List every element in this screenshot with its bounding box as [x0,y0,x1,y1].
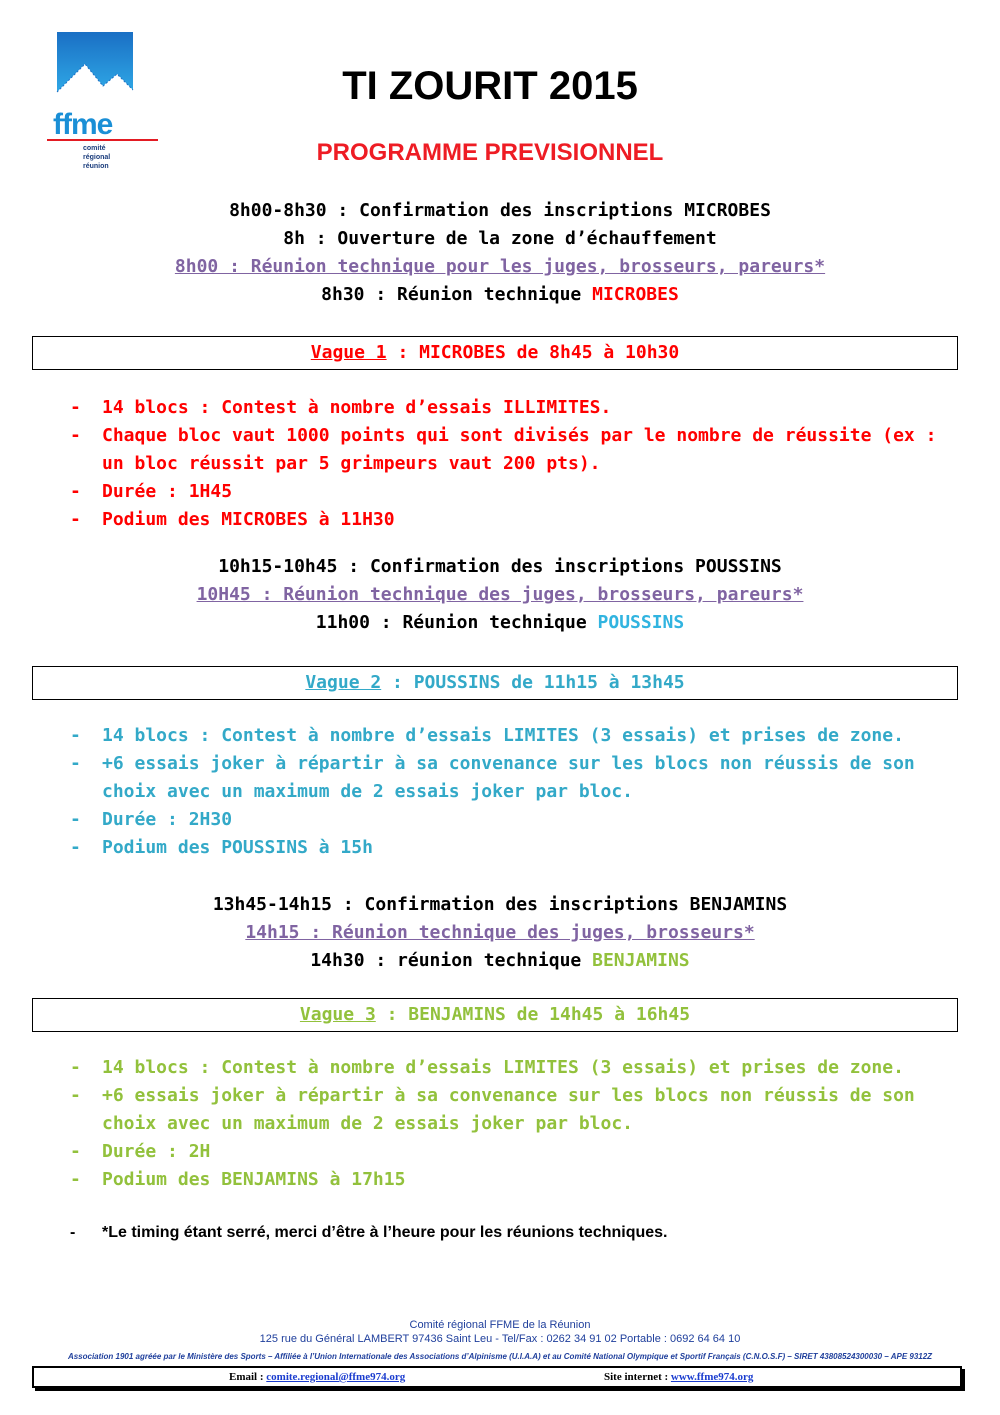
list-item [70,1054,950,1082]
list-item-text: 14 blocs : Contest à nombre d’essais LIMITES (3 essais) et prises de zone. [102,725,904,746]
wave3-title: : BENJAMINS de 14h45 à 16h45 [375,1004,691,1025]
ffme-logo [45,30,160,180]
list-item-text: +6 essais joker à répartir à sa convenance sur les blocs non réussis de son choix avec un maximum de 2 essais joker par bloc. [102,1085,915,1134]
list-dash: - [70,397,81,418]
list-item [70,834,950,862]
wave2-number: Vague 2 [305,672,382,693]
block3-line3 [0,947,1000,975]
site-label: Site internet : [604,1371,671,1383]
block2-line2: 10H45 : Réunion technique des juges, brosseurs, pareurs* [196,584,804,605]
footer-site [604,1368,753,1386]
logo-sub3: réunion [83,163,109,170]
block1-line4-category: MICROBES [592,284,679,305]
list-dash: - [70,509,81,530]
page-subtitle: PROGRAMME PREVISIONNEL [316,139,664,166]
list-item [70,1138,950,1166]
list-item [70,478,950,506]
list-item-text: Durée : 2H30 [102,809,233,830]
list-item-text: 14 blocs : Contest à nombre d’essais ILLIMITES. [102,397,612,418]
timing-note [70,1220,668,1246]
block2-line1: 10h15-10h45 : Confirmation des inscriptions POUSSINS [218,556,782,577]
list-item-text: Podium des POUSSINS à 15h [102,837,373,858]
block1-line3: 8h00 : Réunion technique pour les juges, brosseurs, pareurs* [174,256,826,277]
wave3-header [32,998,958,1032]
wave1-title: : MICROBES de 8h45 à 10h30 [386,342,680,363]
wave2-list [70,722,950,862]
list-dash: - [70,425,81,446]
block3-line3-category: BENJAMINS [592,950,690,971]
list-dash: - [70,809,81,830]
list-item-text: Durée : 2H [102,1141,211,1162]
wave1-header [32,336,958,370]
list-dash: - [70,1169,81,1190]
list-item-text: +6 essais joker à répartir à sa convenance sur les blocs non réussis de son choix avec un maximum de 2 essais joker par bloc. [102,753,915,802]
list-dash: - [70,1057,81,1078]
email-label: Email : [229,1371,267,1383]
list-dash: - [70,837,81,858]
wave3-list [70,1054,950,1194]
block3-line1: 13h45-14h15 : Confirmation des inscriptions BENJAMINS [212,894,788,915]
site-link[interactable]: www.ffme974.org [670,1371,754,1383]
footer-org: Comité régional FFME de la Réunion [409,1319,591,1331]
block1-line2: 8h : Ouverture de la zone d’échauffement [283,228,717,249]
list-item [70,806,950,834]
footer [0,1318,1000,1364]
wave2-title: : POUSSINS de 11h15 à 13h45 [381,672,685,693]
wave1-list [70,394,950,534]
list-dash: - [70,1085,81,1106]
list-item [70,422,950,478]
footer-email [229,1368,405,1386]
list-item-text: Durée : 1H45 [102,481,233,502]
block1-line4-prefix: 8h30 : Réunion technique [321,284,593,305]
list-item [70,1082,950,1138]
list-item [70,1166,950,1194]
list-item [70,722,950,750]
note-text: *Le timing étant serré, merci d’être à l’heure pour les réunions techniques. [102,1224,668,1241]
block2-line3-category: POUSSINS [597,612,685,633]
list-item-text: Podium des BENJAMINS à 17h15 [102,1169,406,1190]
logo-sub1: comité [83,145,106,152]
footer-address: 125 rue du Général LAMBERT 97436 Saint Leu - Tel/Fax : 0262 34 91 02 Portable : 0692 64 64 10 [259,1333,741,1345]
block3-line2: 14h15 : Réunion technique des juges, brosseurs* [245,922,755,943]
email-link[interactable]: comite.regional@ffme974.org [266,1371,406,1383]
page-title: TI ZOURIT 2015 [342,64,638,108]
list-dash: - [70,481,81,502]
block3-line3-prefix: 14h30 : réunion technique [310,950,593,971]
footer-contact-bar [32,1366,962,1388]
list-item-text: Podium des MICROBES à 11H30 [102,509,395,530]
list-item [70,506,950,534]
block1-line4 [0,281,1000,309]
list-dash: - [70,1141,81,1162]
logo-text: ffme [53,108,113,141]
list-dash: - [70,725,81,746]
wave1-number: Vague 1 [310,342,387,363]
block2-line3-prefix: 11h00 : Réunion technique [315,612,598,633]
list-item-text: 14 blocs : Contest à nombre d’essais LIMITES (3 essais) et prises de zone. [102,1057,904,1078]
block1-line1: 8h00-8h30 : Confirmation des inscriptions MICROBES [229,200,771,221]
wave2-header [32,666,958,700]
block2-line3 [0,609,1000,637]
list-item-text: Chaque bloc vaut 1000 points qui sont divisés par le nombre de réussite (ex : un bloc réussit par 5 grimpeurs vaut 200 pts). [102,425,937,474]
list-item [70,750,950,806]
list-dash: - [70,753,81,774]
list-item [70,394,950,422]
note-dash: - [70,1224,76,1241]
logo-sub2: régional [83,154,111,161]
wave3-number: Vague 3 [299,1004,376,1025]
footer-legal: Association 1901 agréée par le Ministère des Sports – Affiliée à l’Union Internationale des Associations d’Alpinisme (U.I.A.A) et au Comité National Olympique et Sportif Français (C.N.O.S.F) – SIRET 43808524300030 – APE 9312Z [67,1352,933,1361]
